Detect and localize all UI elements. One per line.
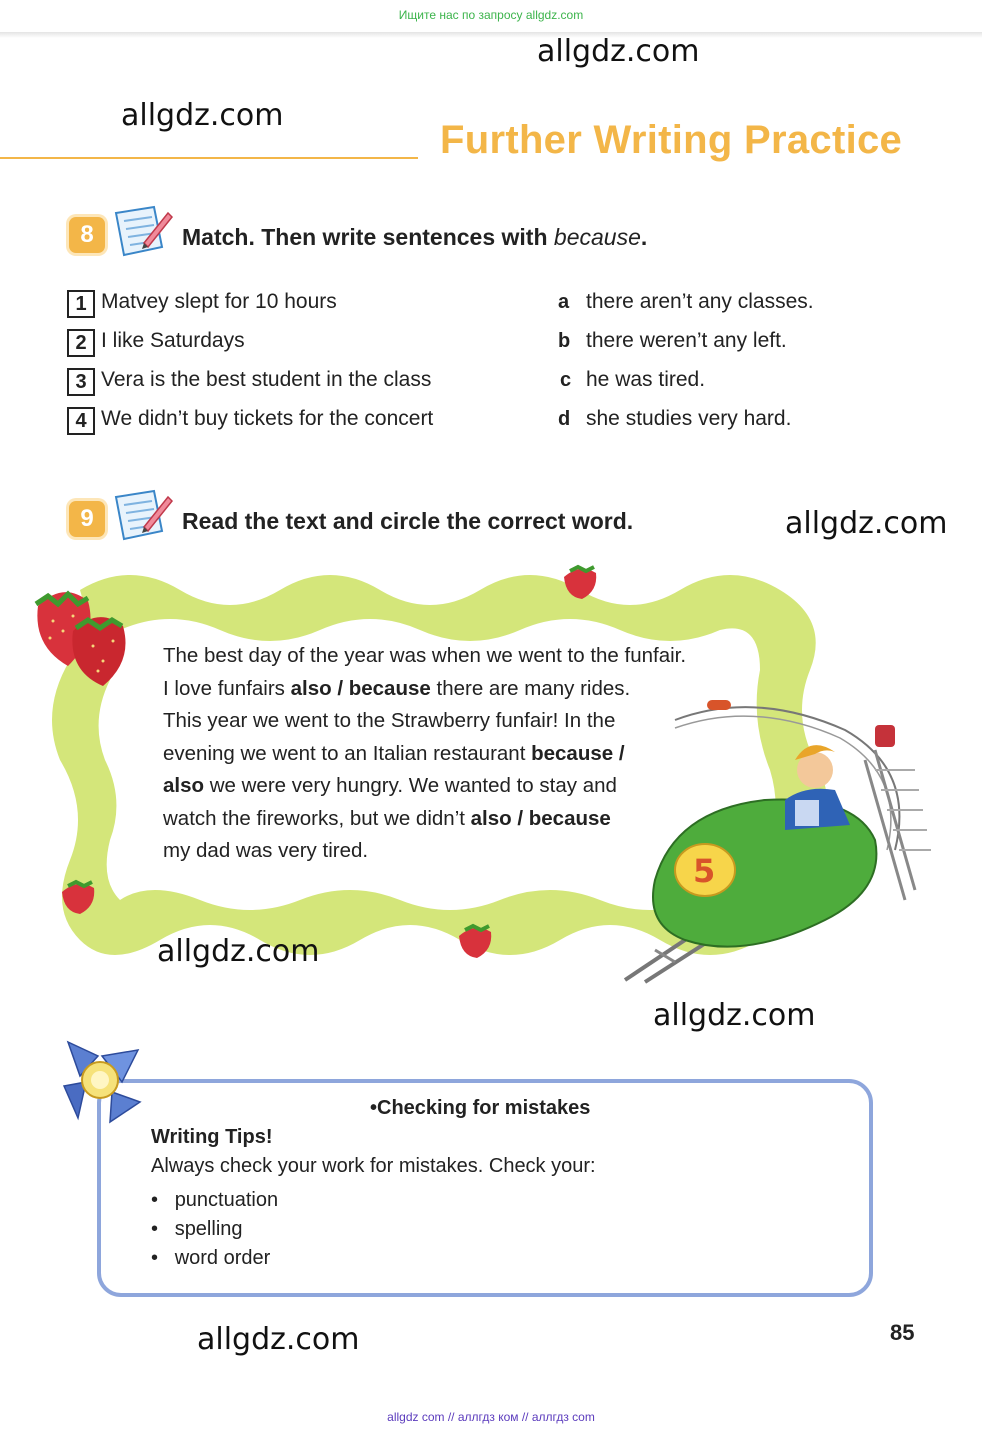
writing-paper-icon — [110, 203, 174, 259]
watermark: allgdz.com — [121, 98, 284, 133]
strawberry-icon — [455, 922, 497, 960]
story-line: The best day of the year was when we went to the funfair. — [163, 644, 687, 667]
item-number: 1 — [67, 290, 95, 318]
match-left-item: I like Saturdays — [101, 329, 245, 352]
top-banner[interactable]: Ищите нас по запросу allgdz.com — [398, 8, 584, 22]
item-number: 4 — [67, 407, 95, 435]
item-number: 2 — [67, 329, 95, 357]
writing-paper-icon — [110, 487, 174, 543]
word-choice[interactable]: also / because — [470, 806, 611, 830]
match-left-item: Vera is the best student in the class — [101, 368, 432, 391]
page-number: 85 — [890, 1320, 915, 1345]
watermark: allgdz.com — [785, 506, 948, 541]
match-right-item: he was tired. — [586, 368, 706, 391]
tips-heading: •Checking for mistakes — [370, 1097, 591, 1119]
word-choice[interactable]: also / because — [290, 676, 431, 700]
page-edge — [0, 32, 982, 38]
tips-intro: Always check your work for mistakes. Check your: — [151, 1155, 596, 1177]
list-item: • word order — [151, 1247, 271, 1269]
page-title: Further Writing Practice — [440, 118, 903, 162]
match-left-item: We didn’t buy tickets for the concert — [101, 407, 434, 430]
match-right-item: there aren’t any classes. — [586, 290, 814, 313]
match-left-item: Matvey slept for 10 hours — [101, 290, 337, 313]
watermark: allgdz.com — [537, 34, 700, 69]
match-right-item: she studies very hard. — [586, 407, 792, 430]
spotlight-icon — [60, 1036, 142, 1124]
match-right-item: there weren’t any left. — [586, 329, 787, 352]
cart-number: 5 — [693, 852, 716, 890]
list-item: • punctuation — [151, 1189, 279, 1211]
title-underline — [0, 157, 418, 159]
story-line: This year we went to the Strawberry funfair! In the — [163, 709, 616, 732]
exercise-number-badge: 8 — [69, 217, 105, 253]
story-line: my dad was very tired. — [163, 839, 369, 862]
watermark: allgdz.com — [653, 998, 816, 1033]
footer-links[interactable]: allgdz com // аллгдз ком // аллгдз com — [387, 1410, 595, 1424]
strawberry-icon — [28, 576, 133, 691]
watermark: allgdz.com — [157, 934, 320, 969]
item-letter: b — [558, 330, 571, 352]
word-choice[interactable]: because / — [531, 741, 625, 765]
exercise-number-badge: 9 — [69, 501, 105, 537]
watermark: allgdz.com — [197, 1322, 360, 1357]
item-letter: a — [558, 291, 570, 313]
roller-coaster-illustration — [615, 690, 945, 990]
list-item: • spelling — [151, 1218, 243, 1240]
story-line: watch the fireworks, but we didn’t also / because — [163, 806, 611, 830]
strawberry-icon — [58, 878, 100, 916]
story-line: evening we went to an Italian restaurant because / — [163, 741, 625, 765]
tips-subheading: Writing Tips! — [151, 1126, 273, 1148]
exercise-instruction: Read the text and circle the correct word. — [182, 508, 634, 534]
strawberry-icon — [560, 563, 602, 601]
exercise-instruction: Match. Then write sentences with because. — [182, 224, 648, 250]
item-number: 3 — [67, 368, 95, 396]
story-line: I love funfairs also / because there are many rides. — [163, 676, 631, 700]
item-letter: c — [560, 369, 572, 391]
story-line: also we were very hungry. We wanted to stay and — [163, 774, 617, 797]
item-letter: d — [558, 408, 571, 430]
word-choice[interactable]: also — [163, 774, 205, 797]
